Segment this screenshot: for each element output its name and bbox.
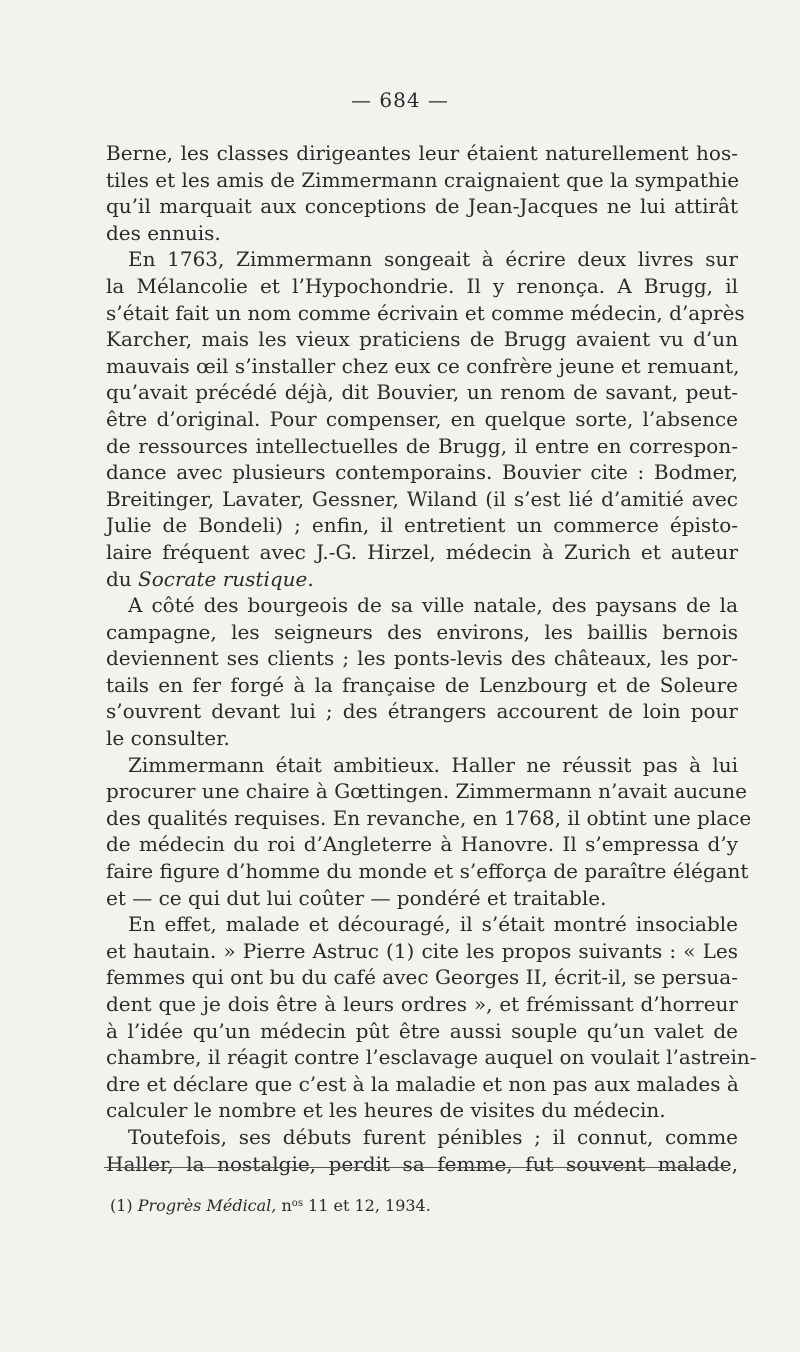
text-line: dent que je dois être à leurs ordres », et frémissant d’horreur	[106, 992, 738, 1016]
text-line: des qualités requises. En revanche, en 1768, il obtint une place	[106, 805, 752, 830]
text-line: A côté des bourgeois de sa ville natale, des paysans de la	[128, 593, 738, 618]
text-line: campagne, les seigneurs des environs, les baillis bernois	[106, 619, 738, 644]
text-line: Julie de Bondeli) ; enfin, il entretient un commerce épisto-	[106, 513, 738, 538]
footnote-marker: (1)	[110, 1196, 133, 1215]
text-line: à l’idée qu’un médecin pût être aussi souple qu’un valet de	[106, 1018, 738, 1043]
book-title: Socrate rustique	[138, 566, 308, 591]
text-line: Berne, les classes dirigeantes leur étaient naturellement hos-	[106, 141, 738, 165]
text-line: la Mélancolie et l’Hypochondrie. Il y renonça. A Brugg, il	[106, 273, 738, 298]
text-line: dre et déclare que c’est à la maladie et non pas aux malades à	[106, 1071, 739, 1096]
text-line: qu’il marquait aux conceptions de Jean-Jacques ne lui attirât	[106, 194, 738, 219]
text-line: s’ouvrent devant lui ; des étrangers accourent de loin pour	[106, 699, 738, 724]
footnote	[110, 1194, 431, 1216]
text-line: être d’original. Pour compenser, en quelque sorte, l’absence	[106, 406, 738, 431]
text-line: de médecin du roi d’Angleterre à Hanovre. Il s’empressa d’y	[106, 832, 738, 857]
text-line: laire fréquent avec J.-G. Hirzel, médecin à Zurich et auteur	[106, 539, 738, 564]
text-line: chambre, il réagit contre l’esclavage auquel on voulait l’astrein-	[106, 1045, 757, 1070]
page-number: — 684 —	[351, 88, 449, 112]
text-line: Zimmermann était ambitieux. Haller ne réussit pas à lui	[128, 752, 738, 777]
text-line: procurer une chaire à Gœttingen. Zimmermann n’avait aucune	[106, 779, 747, 804]
text-line: femmes qui ont bu du café avec Georges II, écrit-il, se persua-	[106, 965, 738, 990]
text-line: s’était fait un nom comme écrivain et comme médecin, d’après	[106, 300, 745, 325]
text-line: En effet, malade et découragé, il s’était montré insociable	[128, 912, 738, 937]
text-line: qu’avait précédé déjà, dit Bouvier, un renom de savant, peut-	[106, 380, 738, 405]
text-line: de ressources intellectuelles de Brugg, il entre en correspon-	[106, 433, 738, 458]
footnote-rest: 11 et 12, 1934.	[308, 1196, 431, 1215]
text-line: tails en fer forgé à la française de Lenzbourg et de Soleure	[106, 672, 738, 697]
text-line: le consulter.	[106, 726, 230, 751]
footnote-source: Progrès Médical,	[137, 1196, 277, 1215]
text-line: faire figure d’homme du monde et s’efforça de paraître élégant	[106, 859, 749, 884]
text-line: et hautain. » Pierre Astruc (1) cite les propos suivants : « Les	[106, 938, 738, 963]
text-line: et — ce qui dut lui coûter — pondéré et traitable.	[106, 885, 607, 910]
text-line: des ennuis.	[106, 220, 221, 245]
footnote-numero: $n^{os}$	[281, 1196, 303, 1215]
footnote-divider	[104, 1167, 728, 1168]
text-line: tiles et les amis de Zimmermann craignaient que la sympathie	[106, 167, 740, 192]
text-line: mauvais œil s’installer chez eux ce confrère jeune et remuant,	[106, 353, 740, 378]
text-line: deviennent ses clients ; les ponts-levis des châteaux, les por-	[106, 646, 738, 671]
text-line: calculer le nombre et les heures de visites du médecin.	[106, 1098, 666, 1123]
text-line: En 1763, Zimmermann songeait à écrire deux livres sur	[128, 247, 738, 272]
text-line: Karcher, mais les vieux praticiens de Brugg avaient vu d’un	[106, 327, 738, 352]
text-line: Haller, la nostalgie, perdit sa femme, fut souvent malade,	[106, 1151, 738, 1176]
text-line: du Socrate rustique.	[106, 566, 314, 591]
text-line: dance avec plusieurs contemporains. Bouvier cite : Bodmer,	[106, 460, 738, 485]
text-line: Toutefois, ses débuts furent pénibles ; il connut, comme	[128, 1124, 738, 1149]
text-line: Breitinger, Lavater, Gessner, Wiland (il s’est lié d’amitié avec	[106, 486, 738, 511]
body-text	[106, 140, 757, 1177]
